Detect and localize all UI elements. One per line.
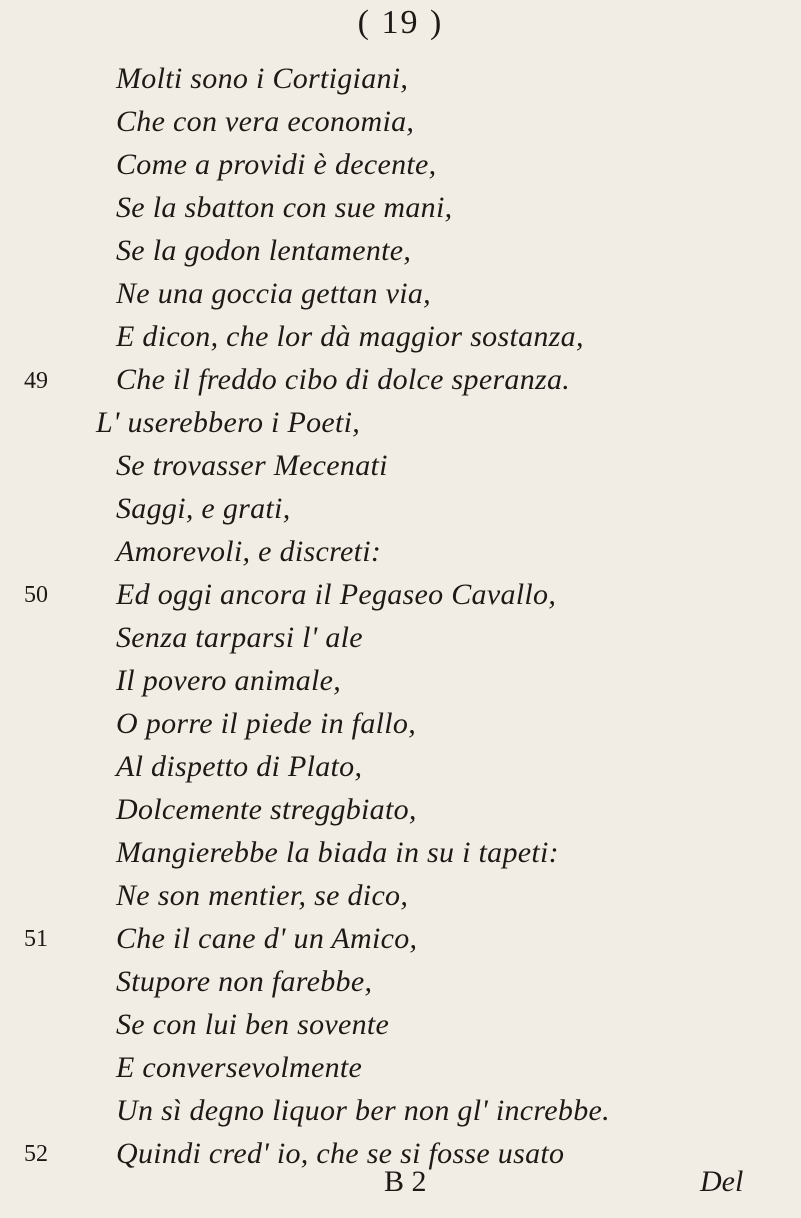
- verse-line: Se con lui ben sovente: [116, 1008, 390, 1041]
- verse-line: E conversevolmente: [116, 1051, 363, 1084]
- catchword: Del: [700, 1165, 744, 1198]
- verse-line: Amorevoli, e discreti:: [116, 535, 382, 568]
- verse-line: Che il cane d' un Amico,: [116, 922, 418, 955]
- verse-line: O porre il piede in fallo,: [116, 707, 416, 740]
- verse-line: E dicon, che lor dà maggior sostanza,: [116, 320, 584, 353]
- signature-mark: B 2: [384, 1165, 427, 1198]
- verse-line: Stupore non farebbe,: [116, 965, 373, 998]
- verse-line: Al dispetto di Plato,: [116, 750, 363, 783]
- verse-line: L' userebbero i Poeti,: [96, 406, 361, 439]
- verse-line: Senza tarparsi l' ale: [116, 621, 363, 654]
- margin-number: 49: [24, 368, 48, 394]
- verse-line: Saggi, e grati,: [116, 492, 291, 525]
- page-number: ( 19 ): [357, 4, 444, 41]
- verse-line: Che il freddo cibo di dolce speranza.: [116, 363, 571, 396]
- margin-number: 51: [24, 926, 48, 952]
- verse-line: Se trovasser Mecenati: [116, 449, 388, 482]
- verse-line: Un sì degno liquor ber non gl' increbbe.: [116, 1094, 610, 1127]
- verse-line: Se la sbatton con sue mani,: [116, 191, 453, 224]
- verse-line: Molti sono i Cortigiani,: [116, 62, 409, 95]
- verse-line: Che con vera economia,: [116, 105, 415, 138]
- verse-line: Mangierebbe la biada in su i tapeti:: [116, 836, 559, 869]
- verse-line: Se la godon lentamente,: [116, 234, 412, 267]
- margin-number: 50: [24, 582, 48, 608]
- margin-number: 52: [24, 1141, 48, 1167]
- verse-line: Dolcemente streggbiato,: [116, 793, 417, 826]
- verse-line: Ne son mentier, se dico,: [116, 879, 409, 912]
- verse-line: Il povero animale,: [116, 664, 342, 697]
- verse-line: Quindi cred' io, che se si fosse usato: [116, 1137, 565, 1170]
- verse-line: Come a providi è decente,: [116, 148, 437, 181]
- verse-line: Ne una goccia gettan via,: [116, 277, 431, 310]
- verse-line: Ed oggi ancora il Pegaseo Cavallo,: [116, 578, 557, 611]
